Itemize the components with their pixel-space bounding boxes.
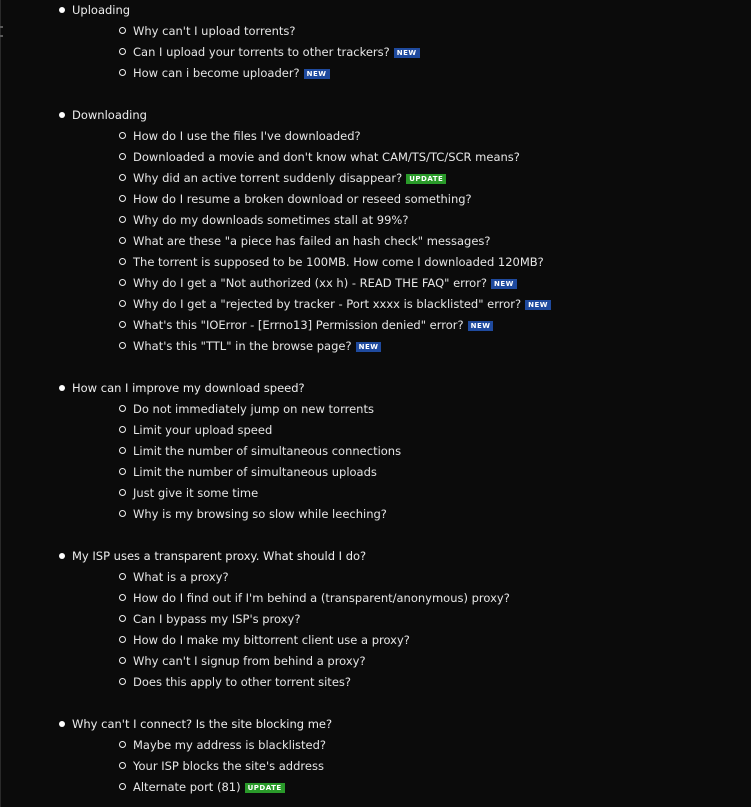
- faq-question-link[interactable]: [133, 210, 408, 231]
- faq-item: [0, 672, 751, 693]
- section-title: How can I improve my download speed?: [72, 381, 305, 395]
- faq-question-link[interactable]: [133, 609, 300, 630]
- new-badge: NEW: [468, 321, 494, 331]
- bullet-circle-icon: [119, 237, 126, 244]
- faq-question-link[interactable]: [133, 735, 326, 756]
- faq-item: [0, 168, 751, 189]
- faq-item: [0, 777, 751, 798]
- faq-question-text: Why can't I signup from behind a proxy?: [133, 654, 366, 668]
- faq-item: [0, 462, 751, 483]
- bullet-circle-icon: [119, 195, 126, 202]
- faq-question-text: Limit the number of simultaneous connections: [133, 444, 402, 458]
- faq-section: [0, 0, 751, 84]
- bullet-circle-icon: [119, 216, 126, 223]
- bullet-circle-icon: [119, 69, 126, 76]
- bullet-circle-icon: [119, 636, 126, 643]
- faq-question-text: Limit your upload speed: [133, 423, 273, 437]
- faq-question-link[interactable]: [133, 147, 520, 168]
- faq-question-text: Maybe my address is blacklisted?: [133, 738, 327, 752]
- faq-question-link[interactable]: [133, 504, 387, 525]
- faq-question-text: What's this "IOError - [Errno13] Permission denied" error?: [133, 318, 464, 332]
- bullet-circle-icon: [119, 573, 126, 580]
- faq-question-link[interactable]: [133, 441, 401, 462]
- faq-item: [0, 441, 751, 462]
- bullet-circle-icon: [119, 342, 126, 349]
- faq-item: [0, 273, 751, 294]
- update-badge: UPDATE: [245, 783, 285, 793]
- bullet-circle-icon: [119, 615, 126, 622]
- section-title: My ISP uses a transparent proxy. What should I do?: [72, 549, 367, 563]
- new-badge: NEW: [394, 48, 420, 58]
- section-heading: [0, 105, 751, 126]
- bullet-circle-icon: [119, 762, 126, 769]
- faq-question-link[interactable]: [133, 420, 272, 441]
- faq-item: [0, 588, 751, 609]
- faq-question-link[interactable]: [133, 315, 493, 336]
- faq-question-link[interactable]: [133, 462, 377, 483]
- section-title: Downloading: [72, 108, 147, 122]
- faq-item: [0, 735, 751, 756]
- faq-question-text: Why is my browsing so slow while leeching?: [133, 507, 387, 521]
- faq-question-text: Why do I get a "Not authorized (xx h) - READ THE FAQ" error?: [133, 276, 488, 290]
- faq-section: [0, 105, 751, 357]
- faq-question-text: Does this apply to other torrent sites?: [133, 675, 351, 689]
- bullet-circle-icon: [119, 153, 126, 160]
- faq-question-text: Your ISP blocks the site's address: [133, 759, 324, 773]
- faq-item: [0, 504, 751, 525]
- bullet-circle-icon: [119, 279, 126, 286]
- faq-section: [0, 378, 751, 525]
- faq-question-text: Can I upload your torrents to other trackers?: [133, 45, 390, 59]
- faq-question-link[interactable]: [133, 189, 472, 210]
- faq-question-text: What's this "TTL" in the browse page?: [133, 339, 352, 353]
- faq-question-text: How can i become uploader?: [133, 66, 300, 80]
- bullet-circle-icon: [119, 132, 126, 139]
- faq-question-text: How do I use the files I've downloaded?: [133, 129, 361, 143]
- faq-question-text: What is a proxy?: [133, 570, 229, 584]
- faq-question-text: Why did an active torrent suddenly disappear?: [133, 171, 403, 185]
- faq-question-text: Why do I get a "rejected by tracker - Port xxxx is blacklisted" error?: [133, 297, 522, 311]
- faq-question-text: Why can't I upload torrents?: [133, 24, 296, 38]
- faq-question-text: How do I resume a broken download or reseed something?: [133, 192, 472, 206]
- faq-question-text: What are these "a piece has failed an hash check" messages?: [133, 234, 491, 248]
- faq-question-link[interactable]: [133, 21, 296, 42]
- faq-item: [0, 210, 751, 231]
- section-heading: [0, 546, 751, 567]
- faq-item: [0, 630, 751, 651]
- faq-question-link[interactable]: [133, 672, 351, 693]
- faq-question-text: The torrent is supposed to be 100MB. How come I downloaded 120MB?: [133, 255, 544, 269]
- bullet-circle-icon: [119, 678, 126, 685]
- section-title: Uploading: [72, 3, 131, 17]
- faq-item: [0, 63, 751, 84]
- faq-question-link[interactable]: [133, 168, 446, 189]
- faq-question-link[interactable]: [133, 42, 420, 63]
- bullet-circle-icon: [119, 27, 126, 34]
- faq-item: [0, 651, 751, 672]
- new-badge: NEW: [356, 342, 382, 352]
- bullet-disc-icon: [59, 553, 65, 559]
- bullet-circle-icon: [119, 48, 126, 55]
- bullet-circle-icon: [119, 783, 126, 790]
- faq-section: [0, 714, 751, 798]
- faq-item: [0, 147, 751, 168]
- faq-item: [0, 399, 751, 420]
- faq-item: [0, 609, 751, 630]
- bullet-circle-icon: [119, 510, 126, 517]
- faq-question-link[interactable]: [133, 336, 381, 357]
- faq-question-link[interactable]: [133, 399, 374, 420]
- bullet-circle-icon: [119, 447, 126, 454]
- bullet-circle-icon: [119, 468, 126, 475]
- faq-item: [0, 567, 751, 588]
- section-heading: [0, 378, 751, 399]
- update-badge: UPDATE: [406, 174, 446, 184]
- new-badge: NEW: [525, 300, 551, 310]
- faq-item: [0, 315, 751, 336]
- new-badge: NEW: [491, 279, 517, 289]
- faq-item: [0, 336, 751, 357]
- faq-question-text: Do not immediately jump on new torrents: [133, 402, 374, 416]
- bullet-disc-icon: [59, 385, 65, 391]
- new-badge: NEW: [304, 69, 330, 79]
- bullet-circle-icon: [119, 426, 126, 433]
- bullet-circle-icon: [119, 321, 126, 328]
- faq-item: [0, 483, 751, 504]
- faq-question-link[interactable]: [133, 294, 551, 315]
- faq-question-text: Why do my downloads sometimes stall at 99%?: [133, 213, 409, 227]
- faq-question-text: How do I find out if I'm behind a (transparent/anonymous) proxy?: [133, 591, 510, 605]
- bullet-circle-icon: [119, 174, 126, 181]
- faq-item: [0, 294, 751, 315]
- faq-question-link[interactable]: [133, 756, 324, 777]
- faq-question-link[interactable]: [133, 567, 229, 588]
- faq-section: [0, 546, 751, 693]
- section-heading: [0, 714, 751, 735]
- bullet-disc-icon: [59, 721, 65, 727]
- faq-question-text: Downloaded a movie and don't know what CAM/TS/TC/SCR means?: [133, 150, 520, 164]
- faq-question-link[interactable]: [133, 588, 510, 609]
- faq-item: [0, 21, 751, 42]
- faq-question-text: Limit the number of simultaneous uploads: [133, 465, 377, 479]
- faq-question-link[interactable]: [133, 126, 361, 147]
- bullet-circle-icon: [119, 657, 126, 664]
- faq-item: [0, 252, 751, 273]
- bullet-circle-icon: [119, 258, 126, 265]
- section-title: Why can't I connect? Is the site blocking me?: [72, 717, 333, 731]
- bullet-circle-icon: [119, 741, 126, 748]
- faq-item: [0, 420, 751, 441]
- bullet-disc-icon: [59, 7, 65, 13]
- faq-question-text: Can I bypass my ISP's proxy?: [133, 612, 301, 626]
- faq-question-text: Alternate port (81): [133, 780, 241, 794]
- bullet-circle-icon: [119, 300, 126, 307]
- faq-question-link[interactable]: [133, 231, 491, 252]
- faq-question-link[interactable]: [133, 63, 330, 84]
- faq-question-link[interactable]: [133, 651, 366, 672]
- faq-question-link[interactable]: [133, 630, 410, 651]
- faq-question-link[interactable]: [133, 777, 285, 798]
- faq-item: [0, 231, 751, 252]
- faq-question-link[interactable]: [133, 273, 517, 294]
- faq-question-link[interactable]: [133, 252, 544, 273]
- faq-item: [0, 126, 751, 147]
- faq-item: [0, 42, 751, 63]
- bullet-circle-icon: [119, 405, 126, 412]
- bullet-circle-icon: [119, 594, 126, 601]
- faq-question-text: Just give it some time: [133, 486, 259, 500]
- faq-item: [0, 756, 751, 777]
- section-heading: [0, 0, 751, 21]
- faq-item: [0, 189, 751, 210]
- faq-question-link[interactable]: [133, 483, 258, 504]
- bullet-circle-icon: [119, 489, 126, 496]
- faq-question-text: How do I make my bittorrent client use a proxy?: [133, 633, 410, 647]
- bullet-disc-icon: [59, 112, 65, 118]
